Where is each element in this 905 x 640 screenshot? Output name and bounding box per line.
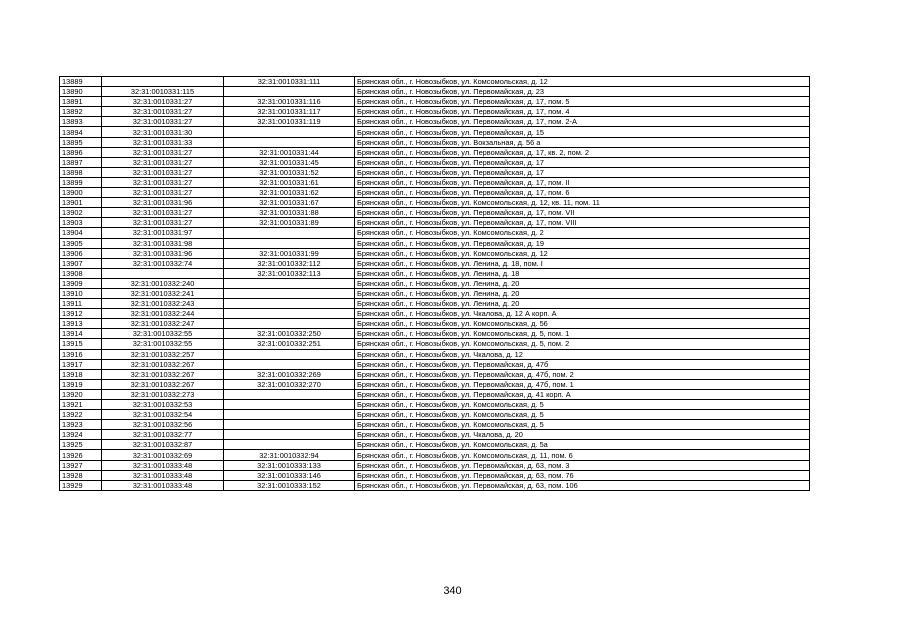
row-number-cell: 13894 xyxy=(60,127,102,137)
row-number-cell: 13928 xyxy=(60,470,102,480)
table-row xyxy=(60,107,810,117)
address-cell: Брянская обл., г. Новозыбков, ул. Первомайская, д. 15 xyxy=(355,127,810,137)
table-row xyxy=(60,248,810,258)
row-number-cell: 13925 xyxy=(60,440,102,450)
table-row xyxy=(60,349,810,359)
object-cadastral-cell: 32:31:0010333:133 xyxy=(224,460,355,470)
parcel-cadastral-cell xyxy=(102,268,224,278)
object-cadastral-cell: 32:31:0010332:112 xyxy=(224,258,355,268)
row-number-cell: 13923 xyxy=(60,420,102,430)
object-cadastral-cell xyxy=(224,420,355,430)
row-number-cell: 13917 xyxy=(60,359,102,369)
address-cell: Брянская обл., г. Новозыбков, ул. Комсомольская, д. 5, пом. 1 xyxy=(355,329,810,339)
address-cell: Брянская обл., г. Новозыбков, ул. Ленина, д. 20 xyxy=(355,288,810,298)
row-number-cell: 13907 xyxy=(60,258,102,268)
object-cadastral-cell xyxy=(224,238,355,248)
table-row xyxy=(60,127,810,137)
address-cell: Брянская обл., г. Новозыбков, ул. Первомайская, д. 17, пом. VII xyxy=(355,208,810,218)
object-cadastral-cell xyxy=(224,440,355,450)
table-row xyxy=(60,147,810,157)
table-row xyxy=(60,278,810,288)
table-row xyxy=(60,470,810,480)
address-cell: Брянская обл., г. Новозыбков, ул. Чкалова, д. 20 xyxy=(355,430,810,440)
row-number-cell: 13924 xyxy=(60,430,102,440)
parcel-cadastral-cell: 32:31:0010332:77 xyxy=(102,430,224,440)
table-row xyxy=(60,188,810,198)
address-cell: Брянская обл., г. Новозыбков, ул. Чкалова, д. 12 А корп. А xyxy=(355,309,810,319)
address-cell: Брянская обл., г. Новозыбков, ул. Комсомольская, д. 12 xyxy=(355,77,810,87)
parcel-cadastral-cell: 32:31:0010332:267 xyxy=(102,359,224,369)
object-cadastral-cell: 32:31:0010331:89 xyxy=(224,218,355,228)
row-number-cell: 13921 xyxy=(60,400,102,410)
row-number-cell: 13903 xyxy=(60,218,102,228)
table-row xyxy=(60,167,810,177)
table-row xyxy=(60,369,810,379)
parcel-cadastral-cell: 32:31:0010331:97 xyxy=(102,228,224,238)
object-cadastral-cell xyxy=(224,359,355,369)
object-cadastral-cell: 32:31:0010331:116 xyxy=(224,97,355,107)
table-row xyxy=(60,238,810,248)
parcel-cadastral-cell: 32:31:0010331:27 xyxy=(102,208,224,218)
address-cell: Брянская обл., г. Новозыбков, ул. Комсомольская, д. 5а xyxy=(355,440,810,450)
object-cadastral-cell xyxy=(224,400,355,410)
object-cadastral-cell: 32:31:0010331:61 xyxy=(224,177,355,187)
table-row xyxy=(60,339,810,349)
row-number-cell: 13904 xyxy=(60,228,102,238)
object-cadastral-cell: 32:31:0010332:94 xyxy=(224,450,355,460)
row-number-cell: 13893 xyxy=(60,117,102,127)
parcel-cadastral-cell: 32:31:0010331:27 xyxy=(102,167,224,177)
address-cell: Брянская обл., г. Новозыбков, ул. Первомайская, д. 17, пом. 6 xyxy=(355,188,810,198)
row-number-cell: 13910 xyxy=(60,288,102,298)
address-cell: Брянская обл., г. Новозыбков, ул. Комсомольская, д. 2 xyxy=(355,228,810,238)
table-row xyxy=(60,77,810,87)
object-cadastral-cell: 32:31:0010332:269 xyxy=(224,369,355,379)
row-number-cell: 13929 xyxy=(60,480,102,490)
row-number-cell: 13916 xyxy=(60,349,102,359)
table-row xyxy=(60,97,810,107)
table-row xyxy=(60,460,810,470)
row-number-cell: 13909 xyxy=(60,278,102,288)
table-row xyxy=(60,400,810,410)
table-row xyxy=(60,329,810,339)
parcel-cadastral-cell: 32:31:0010331:27 xyxy=(102,177,224,187)
address-cell: Брянская обл., г. Новозыбков, ул. Ленина, д. 20 xyxy=(355,299,810,309)
parcel-cadastral-cell: 32:31:0010333:48 xyxy=(102,460,224,470)
address-cell: Брянская обл., г. Новозыбков, ул. Первомайская, д. 17, пом. VIII xyxy=(355,218,810,228)
row-number-cell: 13895 xyxy=(60,137,102,147)
object-cadastral-cell: 32:31:0010331:117 xyxy=(224,107,355,117)
row-number-cell: 13922 xyxy=(60,410,102,420)
address-cell: Брянская обл., г. Новозыбков, ул. Первомайская, д. 47б, пом. 2 xyxy=(355,369,810,379)
object-cadastral-cell xyxy=(224,389,355,399)
object-cadastral-cell: 32:31:0010333:152 xyxy=(224,480,355,490)
page-number: 340 xyxy=(443,585,462,597)
object-cadastral-cell: 32:31:0010331:99 xyxy=(224,248,355,258)
table-row xyxy=(60,299,810,309)
table-row xyxy=(60,379,810,389)
address-cell: Брянская обл., г. Новозыбков, ул. Комсомольская, д. 56 xyxy=(355,319,810,329)
row-number-cell: 13915 xyxy=(60,339,102,349)
object-cadastral-cell: 32:31:0010332:113 xyxy=(224,268,355,278)
parcel-cadastral-cell: 32:31:0010331:27 xyxy=(102,218,224,228)
row-number-cell: 13891 xyxy=(60,97,102,107)
address-cell: Брянская обл., г. Новозыбков, ул. Комсомольская, д. 12 xyxy=(355,248,810,258)
address-cell: Брянская обл., г. Новозыбков, ул. Первомайская, д. 19 xyxy=(355,238,810,248)
parcel-cadastral-cell: 32:31:0010332:273 xyxy=(102,389,224,399)
object-cadastral-cell: 32:31:0010332:251 xyxy=(224,339,355,349)
object-cadastral-cell: 32:31:0010331:119 xyxy=(224,117,355,127)
parcel-cadastral-cell: 32:31:0010331:27 xyxy=(102,97,224,107)
address-cell: Брянская обл., г. Новозыбков, ул. Вокзальная, д. 56 а xyxy=(355,137,810,147)
parcel-cadastral-cell: 32:31:0010332:243 xyxy=(102,299,224,309)
parcel-cadastral-cell: 32:31:0010332:257 xyxy=(102,349,224,359)
object-cadastral-cell: 32:31:0010331:111 xyxy=(224,77,355,87)
address-cell: Брянская обл., г. Новозыбков, ул. Ленина, д. 20 xyxy=(355,278,810,288)
object-cadastral-cell xyxy=(224,228,355,238)
object-cadastral-cell xyxy=(224,349,355,359)
object-cadastral-cell xyxy=(224,278,355,288)
parcel-cadastral-cell: 32:31:0010331:27 xyxy=(102,188,224,198)
row-number-cell: 13901 xyxy=(60,198,102,208)
object-cadastral-cell: 32:31:0010331:67 xyxy=(224,198,355,208)
table-row xyxy=(60,258,810,268)
row-number-cell: 13927 xyxy=(60,460,102,470)
table-row xyxy=(60,117,810,127)
address-cell: Брянская обл., г. Новозыбков, ул. Первомайская, д. 17, кв. 2, пом. 2 xyxy=(355,147,810,157)
table-row xyxy=(60,177,810,187)
parcel-cadastral-cell: 32:31:0010333:48 xyxy=(102,480,224,490)
row-number-cell: 13914 xyxy=(60,329,102,339)
parcel-cadastral-cell: 32:31:0010332:267 xyxy=(102,369,224,379)
object-cadastral-cell: 32:31:0010332:250 xyxy=(224,329,355,339)
property-register-table xyxy=(59,76,810,491)
table-row xyxy=(60,440,810,450)
row-number-cell: 13906 xyxy=(60,248,102,258)
address-cell: Брянская обл., г. Новозыбков, ул. Первомайская, д. 63, пом. 106 xyxy=(355,480,810,490)
table-row xyxy=(60,410,810,420)
object-cadastral-cell xyxy=(224,87,355,97)
parcel-cadastral-cell: 32:31:0010332:55 xyxy=(102,339,224,349)
row-number-cell: 13913 xyxy=(60,319,102,329)
parcel-cadastral-cell: 32:31:0010331:96 xyxy=(102,198,224,208)
parcel-cadastral-cell: 32:31:0010331:27 xyxy=(102,107,224,117)
parcel-cadastral-cell: 32:31:0010332:87 xyxy=(102,440,224,450)
address-cell: Брянская обл., г. Новозыбков, ул. Комсомольская, д. 11, пом. 6 xyxy=(355,450,810,460)
object-cadastral-cell: 32:31:0010331:44 xyxy=(224,147,355,157)
table-row xyxy=(60,268,810,278)
row-number-cell: 13902 xyxy=(60,208,102,218)
address-cell: Брянская обл., г. Новозыбков, ул. Чкалова, д. 12 xyxy=(355,349,810,359)
row-number-cell: 13889 xyxy=(60,77,102,87)
object-cadastral-cell xyxy=(224,319,355,329)
parcel-cadastral-cell: 32:31:0010332:247 xyxy=(102,319,224,329)
address-cell: Брянская обл., г. Новозыбков, ул. Первомайская, д. 47б, пом. 1 xyxy=(355,379,810,389)
parcel-cadastral-cell xyxy=(102,77,224,87)
table-row xyxy=(60,288,810,298)
parcel-cadastral-cell: 32:31:0010332:69 xyxy=(102,450,224,460)
table-row xyxy=(60,420,810,430)
address-cell: Брянская обл., г. Новозыбков, ул. Первомайская, д. 63, пом. 76 xyxy=(355,470,810,480)
parcel-cadastral-cell: 32:31:0010331:27 xyxy=(102,147,224,157)
address-cell: Брянская обл., г. Новозыбков, ул. Первомайская, д. 63, пом. 3 xyxy=(355,460,810,470)
address-cell: Брянская обл., г. Новозыбков, ул. Первомайская, д. 47б xyxy=(355,359,810,369)
row-number-cell: 13897 xyxy=(60,157,102,167)
table-row xyxy=(60,228,810,238)
row-number-cell: 13919 xyxy=(60,379,102,389)
parcel-cadastral-cell: 32:31:0010331:98 xyxy=(102,238,224,248)
parcel-cadastral-cell: 32:31:0010332:56 xyxy=(102,420,224,430)
parcel-cadastral-cell: 32:31:0010332:55 xyxy=(102,329,224,339)
object-cadastral-cell: 32:31:0010333:146 xyxy=(224,470,355,480)
address-cell: Брянская обл., г. Новозыбков, ул. Комсомольская, д. 5 xyxy=(355,420,810,430)
table-row xyxy=(60,218,810,228)
address-cell: Брянская обл., г. Новозыбков, ул. Первомайская, д. 17 xyxy=(355,157,810,167)
parcel-cadastral-cell: 32:31:0010331:27 xyxy=(102,157,224,167)
address-cell: Брянская обл., г. Новозыбков, ул. Первомайская, д. 17, пом. II xyxy=(355,177,810,187)
parcel-cadastral-cell: 32:31:0010331:115 xyxy=(102,87,224,97)
table-row xyxy=(60,450,810,460)
address-cell: Брянская обл., г. Новозыбков, ул. Первомайская, д. 23 xyxy=(355,87,810,97)
parcel-cadastral-cell: 32:31:0010333:48 xyxy=(102,470,224,480)
table-row xyxy=(60,389,810,399)
row-number-cell: 13890 xyxy=(60,87,102,97)
parcel-cadastral-cell: 32:31:0010332:74 xyxy=(102,258,224,268)
row-number-cell: 13926 xyxy=(60,450,102,460)
row-number-cell: 13896 xyxy=(60,147,102,157)
address-cell: Брянская обл., г. Новозыбков, ул. Первомайская, д. 41 корп. А xyxy=(355,389,810,399)
address-cell: Брянская обл., г. Новозыбков, ул. Ленина, д. 18, пом. I xyxy=(355,258,810,268)
parcel-cadastral-cell: 32:31:0010332:240 xyxy=(102,278,224,288)
address-cell: Брянская обл., г. Новозыбков, ул. Первомайская, д. 17, пом. 2-А xyxy=(355,117,810,127)
object-cadastral-cell xyxy=(224,299,355,309)
address-cell: Брянская обл., г. Новозыбков, ул. Комсомольская, д. 5 xyxy=(355,410,810,420)
table-row xyxy=(60,430,810,440)
row-number-cell: 13912 xyxy=(60,309,102,319)
table-row xyxy=(60,208,810,218)
address-cell: Брянская обл., г. Новозыбков, ул. Комсомольская, д. 5 xyxy=(355,400,810,410)
object-cadastral-cell xyxy=(224,309,355,319)
parcel-cadastral-cell: 32:31:0010332:244 xyxy=(102,309,224,319)
address-cell: Брянская обл., г. Новозыбков, ул. Первомайская, д. 17, пом. 5 xyxy=(355,97,810,107)
object-cadastral-cell xyxy=(224,137,355,147)
parcel-cadastral-cell: 32:31:0010331:30 xyxy=(102,127,224,137)
address-cell: Брянская обл., г. Новозыбков, ул. Первомайская, д. 17 xyxy=(355,167,810,177)
row-number-cell: 13918 xyxy=(60,369,102,379)
parcel-cadastral-cell: 32:31:0010332:241 xyxy=(102,288,224,298)
object-cadastral-cell xyxy=(224,288,355,298)
object-cadastral-cell xyxy=(224,410,355,420)
parcel-cadastral-cell: 32:31:0010331:96 xyxy=(102,248,224,258)
row-number-cell: 13920 xyxy=(60,389,102,399)
address-cell: Брянская обл., г. Новозыбков, ул. Комсомольская, д. 12, кв. 11, пом. 11 xyxy=(355,198,810,208)
table-row xyxy=(60,319,810,329)
address-cell: Брянская обл., г. Новозыбков, ул. Первомайская, д. 17, пом. 4 xyxy=(355,107,810,117)
parcel-cadastral-cell: 32:31:0010331:33 xyxy=(102,137,224,147)
object-cadastral-cell: 32:31:0010331:52 xyxy=(224,167,355,177)
row-number-cell: 13911 xyxy=(60,299,102,309)
row-number-cell: 13905 xyxy=(60,238,102,248)
row-number-cell: 13899 xyxy=(60,177,102,187)
row-number-cell: 13900 xyxy=(60,188,102,198)
row-number-cell: 13898 xyxy=(60,167,102,177)
parcel-cadastral-cell: 32:31:0010331:27 xyxy=(102,117,224,127)
object-cadastral-cell xyxy=(224,430,355,440)
object-cadastral-cell xyxy=(224,127,355,137)
address-cell: Брянская обл., г. Новозыбков, ул. Комсомольская, д. 5, пом. 2 xyxy=(355,339,810,349)
object-cadastral-cell: 32:31:0010331:62 xyxy=(224,188,355,198)
parcel-cadastral-cell: 32:31:0010332:53 xyxy=(102,400,224,410)
table-row xyxy=(60,137,810,147)
table-row xyxy=(60,157,810,167)
object-cadastral-cell: 32:31:0010331:88 xyxy=(224,208,355,218)
row-number-cell: 13892 xyxy=(60,107,102,117)
property-register-body xyxy=(60,77,810,491)
object-cadastral-cell: 32:31:0010332:270 xyxy=(224,379,355,389)
parcel-cadastral-cell: 32:31:0010332:54 xyxy=(102,410,224,420)
row-number-cell: 13908 xyxy=(60,268,102,278)
parcel-cadastral-cell: 32:31:0010332:267 xyxy=(102,379,224,389)
table-row xyxy=(60,198,810,208)
table-row xyxy=(60,480,810,490)
address-cell: Брянская обл., г. Новозыбков, ул. Ленина, д. 18 xyxy=(355,268,810,278)
table-row xyxy=(60,87,810,97)
table-row xyxy=(60,309,810,319)
object-cadastral-cell: 32:31:0010331:45 xyxy=(224,157,355,167)
table-row xyxy=(60,359,810,369)
